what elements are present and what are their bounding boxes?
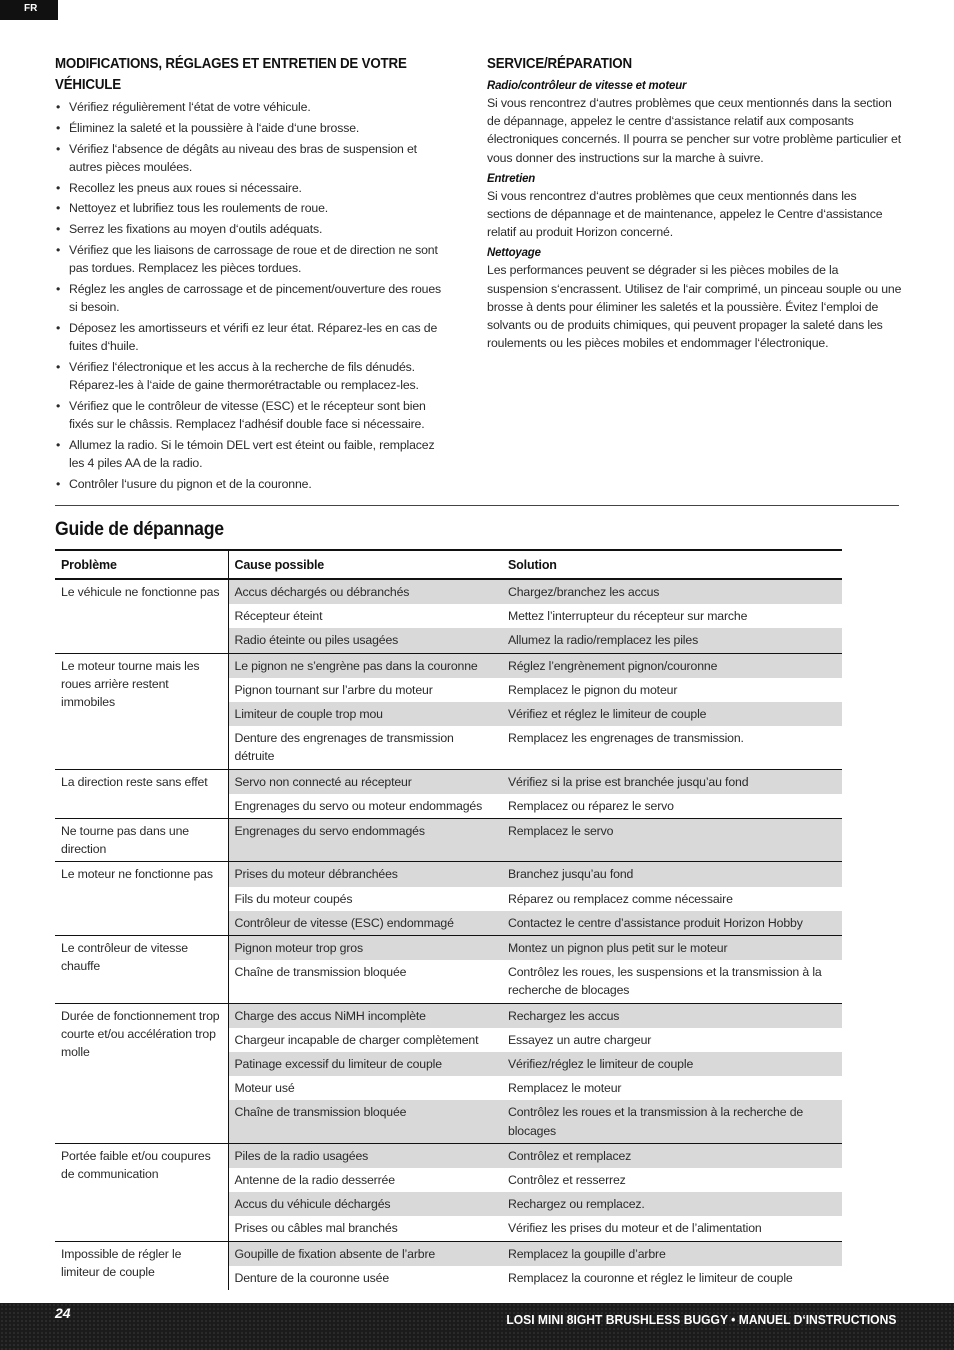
cause-cell: Antenne de la radio desserrée (234, 1173, 395, 1188)
service-paragraph: Les performances peuvent se dégrader si les pièces mobiles de la suspension s‘encrassent. Utilisez de l‘air comprimé, un pinceau souple ou une brosse à dents pour éliminer les saletés et la poussière. Évitez l‘emploi de solvants ou de produits chimiques, qui peuvent propager la saleté dans les roulements ou les pièces mobiles et endommager l‘électronique. (487, 263, 902, 351)
service-paragraph: Si vous rencontrez d‘autres problèmes que ceux mentionnés dans la section de dépannage, appelez le centre d‘assistance relatif aux composants électroniques concernés. Il pourra se pencher sur votre problème particulier et vous donner des instructions sur la marche à suivre. (487, 96, 901, 165)
table-row (55, 936, 842, 961)
problem-cell: Le véhicule ne fonctionne pas (55, 579, 228, 653)
solution-cell: Remplacez la couronne et réglez le limiteur de couple (508, 1270, 793, 1285)
cause-cell: Piles de la radio usagées (228, 1143, 502, 1168)
service-section (487, 54, 902, 355)
table-row (55, 1003, 842, 1028)
maintenance-item: • Nettoyez et lubrifiez tous les roulements de roue. (55, 199, 450, 217)
page-number: 24 (55, 1305, 71, 1321)
maintenance-item: • Vérifiez l‘absence de dégâts au niveau des bras de suspension et autres pièces moulées. (55, 140, 450, 176)
solution-cell: Vérifiez et réglez le limiteur de couple (502, 702, 842, 726)
solution-cell: Allumez la radio/remplacez les piles (502, 628, 842, 653)
table-row (55, 1143, 842, 1168)
cause-cell: Engrenages du servo endommagés (228, 819, 502, 862)
cause-cell: Accus déchargés ou débranchés (228, 579, 502, 604)
solution-cell: Remplacez le pignon du moteur (508, 682, 678, 697)
solution-cell: Réparez ou remplacez comme nécessaire (508, 891, 733, 906)
service-subheading: Entretien (487, 170, 536, 185)
maintenance-item: • Contrôler l‘usure du pignon et de la couronne. (55, 475, 450, 493)
maintenance-list (55, 98, 450, 493)
solution-cell: Contrôlez et remplacez (502, 1143, 842, 1168)
cause-cell: Moteur usé (234, 1081, 295, 1096)
solution-cell: Remplacez le servo (502, 819, 842, 862)
maintenance-item: • Réglez les angles de carrossage et de pincement/ouverture des roues si besoin. (55, 280, 450, 316)
cause-cell: Charge des accus NiMH incomplète (228, 1003, 502, 1028)
solution-cell: Contactez le centre d’assistance produit Horizon Hobby (502, 911, 842, 936)
cause-cell: Patinage excessif du limiteur de couple (228, 1052, 502, 1076)
table-row (55, 769, 842, 794)
service-heading: SERVICE/RÉPARATION (487, 56, 632, 72)
table-row (55, 819, 842, 862)
solution-cell: Branchez jusqu’au fond (502, 862, 842, 887)
cause-cell: Pignon tournant sur l’arbre du moteur (234, 682, 433, 697)
troubleshooting-title: Guide de dépannage (55, 519, 224, 540)
solution-cell: Vérifiez/réglez le limiteur de couple (502, 1052, 842, 1076)
cause-cell: Fils du moteur coupés (234, 891, 353, 906)
troubleshooting-table (55, 549, 842, 1290)
maintenance-item: • Serrez les fixations au moyen d‘outils adéquats. (55, 220, 450, 238)
solution-cell: Remplacez le moteur (508, 1081, 622, 1096)
cause-cell: Goupille de fixation absente de l’arbre (228, 1241, 502, 1266)
solution-cell: Vérifiez si la prise est branchée jusqu’au fond (502, 769, 842, 794)
problem-cell: Impossible de régler le limiteur de couple (55, 1241, 228, 1290)
cause-cell: Servo non connecté au récepteur (228, 769, 502, 794)
cause-cell: Prises ou câbles mal branchés (234, 1221, 398, 1236)
solution-cell: Chargez/branchez les accus (502, 579, 842, 604)
maintenance-item: • Allumez la radio. Si le témoin DEL vert est éteint ou faible, remplacez les 4 piles AA de la radio. (55, 436, 450, 472)
solution-cell: Remplacez les engrenages de transmission. (508, 731, 744, 746)
service-subsections (487, 77, 902, 352)
cause-cell: Chaîne de transmission bloquée (234, 965, 407, 980)
table-row (55, 579, 842, 604)
problem-cell: Durée de fonctionnement trop courte et/ou accélération trop molle (55, 1003, 228, 1143)
cause-cell: Prises du moteur débranchées (228, 862, 502, 887)
table-header-row (55, 550, 842, 579)
header-solution: Solution (502, 550, 842, 579)
section-divider (55, 505, 899, 506)
cause-cell: Radio éteinte ou piles usagées (228, 628, 502, 653)
solution-cell: Contrôlez les roues et la transmission à la recherche de blocages (502, 1100, 842, 1143)
cause-cell: Limiteur de couple trop mou (228, 702, 502, 726)
cause-cell: Denture des engrenages de transmission détruite (234, 731, 454, 764)
maintenance-heading: MODIFICATIONS, RÉGLAGES ET ENTRETIEN DE VOTRE VÉHICULE (55, 56, 407, 93)
maintenance-item: • Vérifiez l‘électronique et les accus à la recherche de fils dénudés. Réparez-les à l‘aide de gaine thermorétractable ou remplacez-les. (55, 358, 450, 394)
cause-cell: Accus du véhicule déchargés (228, 1192, 502, 1216)
table-row (55, 1241, 842, 1266)
maintenance-section (55, 54, 450, 496)
solution-cell: Vérifiez les prises du moteur et de l’alimentation (508, 1221, 762, 1236)
problem-cell: Ne tourne pas dans une direction (55, 819, 228, 862)
header-cause: Cause possible (228, 550, 502, 579)
service-subheading: Radio/contrôleur de vitesse et moteur (487, 78, 687, 92)
solution-cell: Remplacez ou réparez le servo (508, 798, 674, 813)
solution-cell: Contrôlez et resserrez (508, 1173, 626, 1188)
cause-cell: Chargeur incapable de charger complètement (234, 1032, 479, 1047)
cause-cell: Chaîne de transmission bloquée (228, 1100, 502, 1143)
maintenance-item: • Vérifiez régulièrement l‘état de votre véhicule. (55, 98, 450, 116)
maintenance-item: • Vérifiez que le contrôleur de vitesse (ESC) et le récepteur sont bien fixés sur le châssis. Remplacez l‘adhésif double face si nécessaire. (55, 397, 450, 433)
maintenance-item: • Recollez les pneus aux roues si nécessaire. (55, 179, 450, 197)
solution-cell: Réglez l’engrènement pignon/couronne (502, 653, 842, 678)
table-row (55, 862, 842, 887)
footer-title: LOSI MINI 8IGHT BRUSHLESS BUGGY • MANUEL D‘INSTRUCTIONS (505, 1312, 896, 1327)
table-row (55, 653, 842, 678)
service-subheading: Nettoyage (487, 245, 541, 260)
maintenance-item: • Éliminez la saleté et la poussière à l‘aide d‘une brosse. (55, 119, 450, 137)
header-problem: Problème (55, 550, 228, 579)
solution-cell: Rechargez ou remplacez. (502, 1192, 842, 1216)
solution-cell: Montez un pignon plus petit sur le moteur (502, 936, 842, 961)
maintenance-item: • Déposez les amortisseurs et vérifi ez leur état. Réparez-les en cas de fuites d‘huile. (55, 319, 450, 355)
cause-cell: Le pignon ne s’engrène pas dans la couronne (228, 653, 502, 678)
cause-cell: Pignon moteur trop gros (228, 936, 502, 961)
solution-cell: Contrôlez les roues, les suspensions et la transmission à la recherche de blocages (508, 965, 822, 998)
cause-cell: Denture de la couronne usée (234, 1270, 390, 1285)
problem-cell: Le moteur ne fonctionne pas (55, 862, 228, 936)
solution-cell: Mettez l’interrupteur du récepteur sur marche (508, 609, 748, 624)
problem-cell: La direction reste sans effet (55, 769, 228, 818)
cause-cell: Engrenages du servo ou moteur endommagés (234, 798, 483, 813)
cause-cell: Contrôleur de vitesse (ESC) endommagé (228, 911, 502, 936)
solution-cell: Essayez un autre chargeur (508, 1032, 652, 1047)
cause-cell: Récepteur éteint (234, 609, 323, 624)
solution-cell: Remplacez la goupille d’arbre (502, 1241, 842, 1266)
problem-cell: Le contrôleur de vitesse chauffe (55, 936, 228, 1004)
language-tab: FR (0, 0, 58, 20)
maintenance-item: • Vérifiez que les liaisons de carrossage de roue et de direction ne sont pas tordues. Remplacez les pièces tordues. (55, 241, 450, 277)
service-paragraph: Si vous rencontrez d‘autres problèmes que ceux mentionnés dans les sections de dépannage et de maintenance, appelez le Centre d‘assistance relatif au produit Horizon concerné. (487, 188, 883, 240)
solution-cell: Rechargez les accus (502, 1003, 842, 1028)
problem-cell: Portée faible et/ou coupures de communication (55, 1143, 228, 1241)
problem-cell: Le moteur tourne mais les roues arrière restent immobiles (55, 653, 228, 769)
